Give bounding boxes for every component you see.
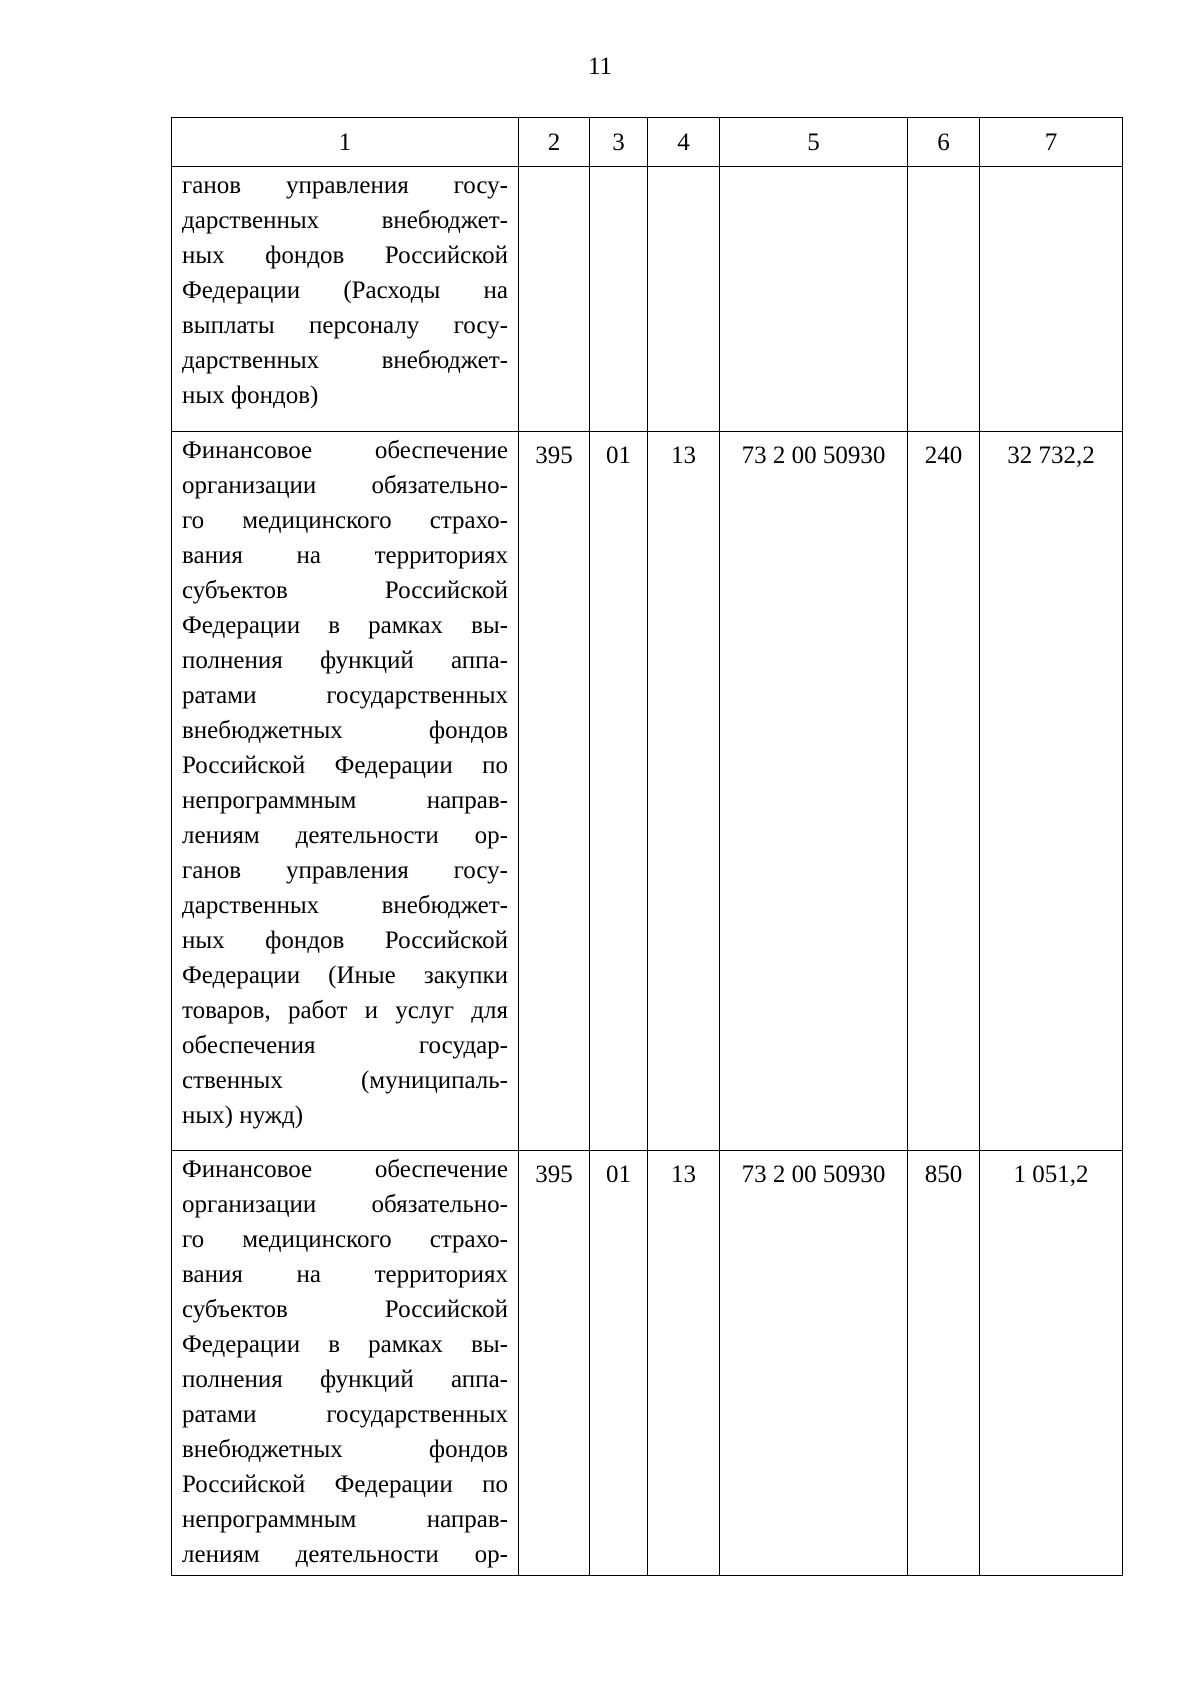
cell-section: 01 (590, 432, 648, 1151)
description-line: ных фондов) (182, 382, 319, 409)
row-description (172, 167, 519, 432)
cell-ministry-code: 395 (519, 432, 590, 1151)
description-line: непрограммным направ- (182, 1506, 508, 1533)
header-col-5: 5 (720, 118, 908, 167)
cell-expense-type (908, 167, 980, 432)
description-line: лениям деятельности ор- (182, 822, 508, 849)
cell-section (590, 167, 648, 432)
cell-expense-type: 240 (908, 432, 980, 1151)
description-line: организации обязательно- (182, 1191, 508, 1218)
header-col-4: 4 (648, 118, 720, 167)
description-line: вания на территориях (182, 1261, 508, 1288)
table-row (172, 167, 1123, 432)
description-line: Федерации в рамках вы- (182, 1331, 508, 1358)
description-line: ганов управления госу- (182, 857, 508, 884)
cell-subsection (648, 167, 720, 432)
description-line: вания на территориях (182, 542, 508, 569)
description-line: ратами государственных (182, 682, 508, 709)
cell-expense-type: 850 (908, 1151, 980, 1576)
row-description (172, 1151, 519, 1576)
description-line: полнения функций аппа- (182, 1366, 508, 1393)
description-line: Финансовое обеспечение (182, 1156, 508, 1183)
table-row (172, 1151, 1123, 1576)
cell-target-article (720, 167, 908, 432)
cell-subsection: 13 (648, 432, 720, 1151)
description-line: Финансовое обеспечение (182, 437, 508, 464)
description-line: ных фондов Российской (182, 927, 508, 954)
cell-amount: 32 732,2 (980, 432, 1123, 1151)
header-col-1: 1 (172, 118, 519, 167)
description-line: ственных (муниципаль- (182, 1067, 508, 1094)
header-col-2: 2 (519, 118, 590, 167)
row-description (172, 432, 519, 1151)
description-line: полнения функций аппа- (182, 647, 508, 674)
description-line: Федерации (Иные закупки (182, 962, 508, 989)
cell-ministry-code (519, 167, 590, 432)
description-line: Российской Федерации по (182, 1471, 508, 1498)
cell-amount: 1 051,2 (980, 1151, 1123, 1576)
description-line: субъектов Российской (182, 577, 508, 604)
description-line: Федерации в рамках вы- (182, 612, 508, 639)
cell-section: 01 (590, 1151, 648, 1576)
cell-amount (980, 167, 1123, 432)
description-line: дарственных внебюджет- (182, 892, 508, 919)
page-number: 11 (587, 53, 613, 80)
description-line: непрограммным направ- (182, 787, 508, 814)
table-row (172, 432, 1123, 1151)
description-line: внебюджетных фондов (182, 1436, 508, 1463)
description-line: субъектов Российской (182, 1296, 508, 1323)
description-line: ганов управления госу- (182, 172, 508, 199)
description-line: лениям деятельности ор- (182, 1541, 508, 1568)
description-line: выплаты персоналу госу- (182, 312, 508, 339)
description-line: ратами государственных (182, 1401, 508, 1428)
description-line: товаров, работ и услуг для (182, 997, 508, 1024)
description-line: ных) нужд) (182, 1102, 304, 1129)
description-line: внебюджетных фондов (182, 717, 508, 744)
header-col-7: 7 (980, 118, 1123, 167)
header-col-3: 3 (590, 118, 648, 167)
description-line: Российской Федерации по (182, 752, 508, 779)
description-line: го медицинского страхо- (182, 1226, 508, 1253)
header-row (172, 118, 1123, 167)
cell-subsection: 13 (648, 1151, 720, 1576)
description-line: Федерации (Расходы на (182, 277, 508, 304)
description-line: организации обязательно- (182, 472, 508, 499)
cell-target-article: 73 2 00 50930 (720, 1151, 908, 1576)
cell-target-article: 73 2 00 50930 (720, 432, 908, 1151)
budget-table (171, 117, 1123, 1576)
description-line: дарственных внебюджет- (182, 207, 508, 234)
description-line: дарственных внебюджет- (182, 347, 508, 374)
description-line: обеспечения государ- (182, 1032, 508, 1059)
description-line: го медицинского страхо- (182, 507, 508, 534)
description-line: ных фондов Российской (182, 242, 508, 269)
cell-ministry-code: 395 (519, 1151, 590, 1576)
header-col-6: 6 (908, 118, 980, 167)
